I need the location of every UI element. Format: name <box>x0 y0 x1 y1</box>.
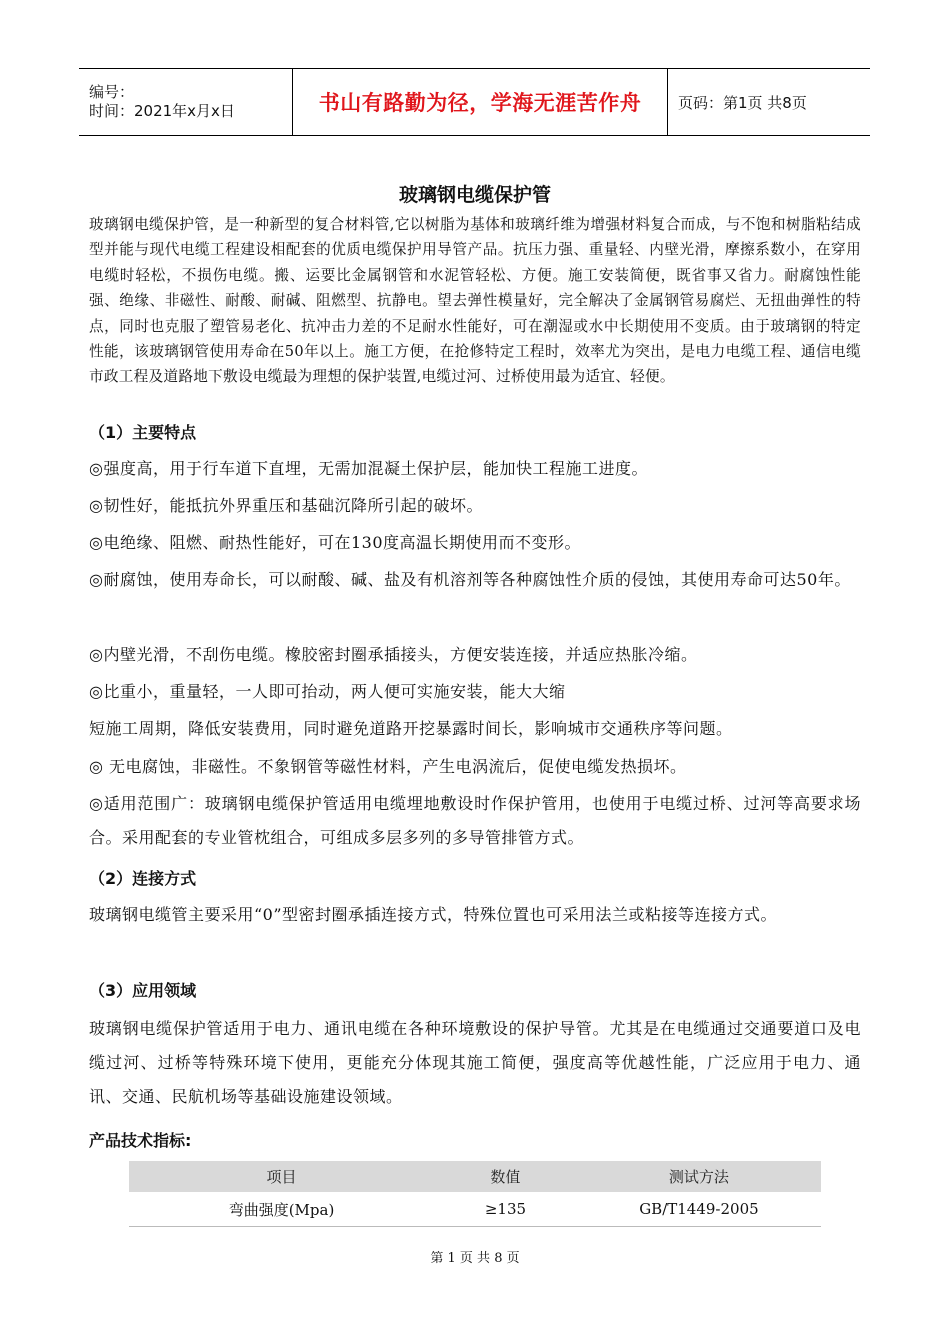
feature-item: ◎内壁光滑，不刮伤电缆。橡胶密封圈承插接头，方便安装连接，并适应热胀冷缩。 <box>89 645 698 664</box>
section-heading-connection: （2）连接方式 <box>89 869 197 888</box>
feature-item: ◎韧性好，能抵抗外界重压和基础沉降所引起的破坏。 <box>89 496 483 515</box>
feature-item: ◎电绝缘、阻燃、耐热性能好，可在130度高温长期使用而不变形。 <box>89 533 582 552</box>
spec-header-item: 项目 <box>129 1161 434 1192</box>
spec-cell-value: ≥135 <box>434 1192 577 1227</box>
feature-item: ◎ 无电腐蚀，非磁性。不象钢管等磁性材料，产生电涡流后，促使电缆发热损坏。 <box>89 757 687 776</box>
header-code: 编号： <box>89 83 135 101</box>
spec-cell-method: GB/T1449-2005 <box>577 1192 821 1227</box>
feature-item: ◎适用范围广：玻璃钢电缆保护管适用电缆埋地敷设时作保护管用，也使用于电缆过桥、过河等高要求场合。采用配套的专业管枕组合，可组成多层多列的多导管排管方式。 <box>89 794 861 847</box>
spec-table <box>129 1161 821 1227</box>
page-header <box>79 68 870 136</box>
spec-title: 产品技术指标: <box>89 1131 192 1150</box>
spec-cell-item: 弯曲强度(Mpa) <box>129 1192 434 1227</box>
section-heading-features: （1）主要特点 <box>89 423 197 442</box>
spec-header-value: 数值 <box>434 1161 577 1192</box>
header-motto: 书山有路勤为径，学海无涯苦作舟 <box>293 69 668 136</box>
header-date: 时间：2021年x月x日 <box>89 102 235 120</box>
connection-paragraph: 玻璃钢电缆管主要采用“0”型密封圈承插连接方式，特殊位置也可采用法兰或粘接等连接方式。 <box>89 905 778 924</box>
intro-paragraph: 玻璃钢电缆保护管，是一种新型的复合材料管,它以树脂为基体和玻璃纤维为增强材料复合而成，与不饱和树脂粘结成型并能与现代电缆工程建设相配套的优质电缆保护用导管产品。抗压力强、重量轻、内壁光滑，摩擦系数小，在穿用电缆时轻松，不损伤电缆。搬、运要比金属钢管和水泥管轻松、方便。施工安装简便，既省事又省力。耐腐蚀性能强、绝缘、非磁性、耐酸、耐碱、阻燃型、抗静电。望去弹性模量好，完全解决了金属钢管易腐烂、无扭曲弹性的特点，同时也克服了塑管易老化、抗冲击力差的不足耐水性能好，可在潮湿或水中长期使用不变质。由于玻璃钢的特定性能，该玻璃钢管使用寿命在50年以上。施工方便，在抢修特定工程时，效率尤为突出，是电力电缆工程、通信电缆市政工程及道路地下敷设电缆最为理想的保护装置,电缆过河、过桥使用最为适宜、轻便。 <box>89 216 861 386</box>
header-meta <box>79 69 293 136</box>
header-page-info: 页码：第1页 共8页 <box>678 93 807 112</box>
feature-item: 短施工周期，降低安装费用，同时避免道路开挖暴露时间长，影响城市交通秩序等问题。 <box>89 719 733 738</box>
feature-item: ◎比重小，重量轻，一人即可抬动，两人便可实施安装，能大大缩 <box>89 682 566 701</box>
feature-item: ◎强度高，用于行车道下直埋，无需加混凝土保护层，能加快工程施工进度。 <box>89 459 648 478</box>
document-title: 玻璃钢电缆保护管 <box>398 184 551 206</box>
table-row <box>129 1192 821 1227</box>
application-paragraph: 玻璃钢电缆保护管适用于电力、通讯电缆在各种环境敷设的保护导管。尤其是在电缆通过交通要道口及电缆过河、过桥等特殊环境下使用，更能充分体现其施工简便，强度高等优越性能，广泛应用于电力、通讯、交通、民航机场等基础设施建设领域。 <box>89 1019 861 1106</box>
spec-table-header-row <box>129 1161 821 1192</box>
section-heading-application: （3）应用领域 <box>89 981 197 1000</box>
spec-header-method: 测试方法 <box>577 1161 821 1192</box>
feature-item: ◎耐腐蚀，使用寿命长，可以耐酸、碱、盐及有机溶剂等各种腐蚀性介质的侵蚀，其使用寿命可达50年。 <box>89 570 851 589</box>
page-footer: 第 1 页 共 8 页 <box>430 1251 520 1266</box>
